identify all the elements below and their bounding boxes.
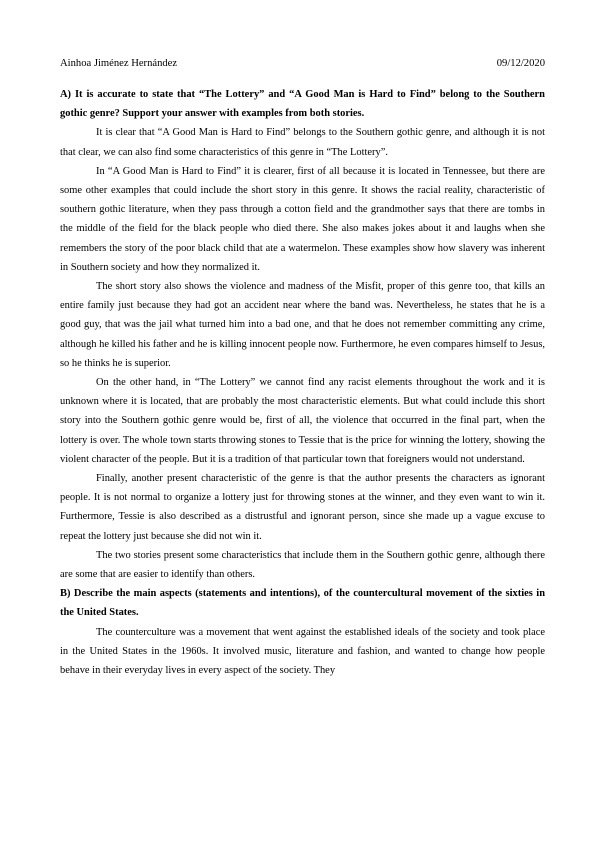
document-body (60, 85, 545, 680)
page-header (60, 56, 545, 72)
answer-a-paragraph: The two stories present some characteristics that include them in the Southern gothic genre, although there are some that are easier to identify than others. (60, 549, 545, 581)
answer-a-paragraph: It is clear that “A Good Man is Hard to Find” belongs to the Southern gothic genre, and although it is not that clear, we can also find some characteristics of this genre in “The Lottery”. (60, 127, 545, 158)
answer-a-paragraph: In “A Good Man is Hard to Find” it is clearer, first of all because it is located in Tennessee, but there are some other examples that could include the short story in this genre. It shows the racial reality, characteristic of southern gothic literature, when they pass through a cotton field and the grandmother says that there are tombs in the middle of the field for the black people who died there. She also makes jokes about it and laughs when she remembers the story of the poor black child that ate a watermelon. These examples show how slavery was inherent in Southern society and how they normalized it. (60, 165, 545, 273)
question-b-heading: B) Describe the main aspects (statements and intentions), of the countercultural movement of the sixties in the United States. (60, 588, 545, 619)
answer-a-paragraph: The short story also shows the violence and madness of the Misfit, proper of this genre too, that kills an entire family just because they had got an accident near where the band was. Nevertheless, he states that he is a good guy, that was the jail what turned him into a bad one, and that he does not remember committing any crime, although he killed his father and he is killing innocent people now. Furthermore, he even compares himself to Jesus, so he thinks he is superior. (60, 281, 545, 369)
answer-a-paragraph: On the other hand, in “The Lottery” we cannot find any racist elements throughout the work and it is unknown where it is located, that are probably the most characteristic elements. But what could include this short story into the Southern gothic genre would be, first of all, the violence that occurred in the final part, when the lottery is over. The whole town starts throwing stones to Tessie that is the price for winning the lottery, showing the violent character of the people. But it is a tradition of that particular town that foreigners would not understand. (60, 377, 545, 465)
document-date: 09/12/2020 (496, 58, 545, 69)
answer-a-paragraph: Finally, another present characteristic of the genre is that the author presents the characters as ignorant people. It is not normal to organize a lottery just for throwing stones at the winner, and they even want to win it. Furthermore, Tessie is also described as a distrustful and ignorant person, since she made up a vague excuse to repeat the lottery just because she did not win it. (60, 473, 545, 542)
answer-b-paragraph: The counterculture was a movement that went against the established ideals of the society and took place in the United States in the 1960s. It involved music, literature and fashion, and wanted to change how people behave in their everyday lives in every aspect of the society. They (60, 626, 545, 677)
author-name: Ainhoa Jiménez Hernández (60, 58, 178, 69)
question-a-heading: A) It is accurate to state that “The Lottery” and “A Good Man is Hard to Find” belong to the Southern gothic genre? Support your answer with examples from both stories. (60, 89, 545, 120)
